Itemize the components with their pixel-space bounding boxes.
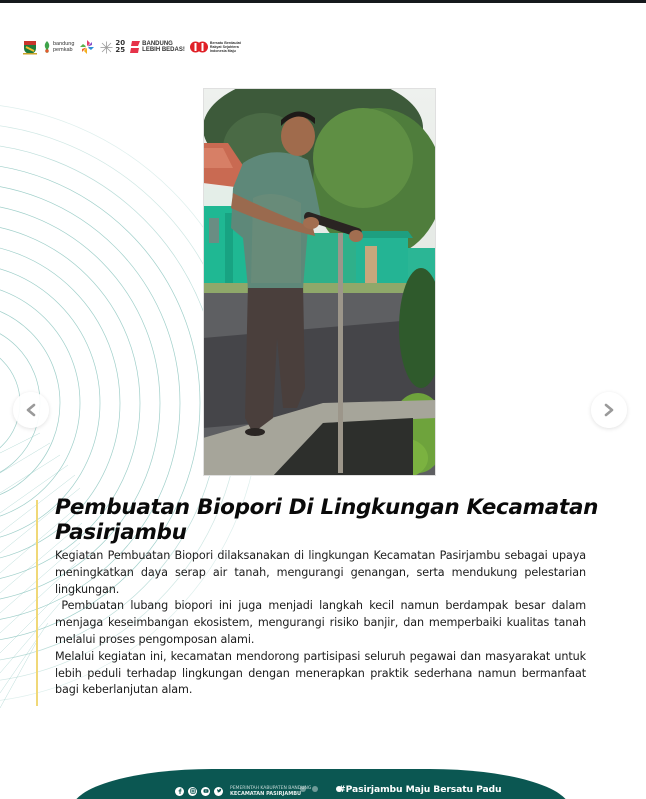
article-title: Pembuatan Biopori Di Lingkungan Kecamatan Pasirjambu	[55, 495, 599, 545]
youtube-icon[interactable]	[201, 787, 210, 796]
activity-photo	[203, 88, 436, 476]
article-paragraph: Pembuatan lubang biopori ini juga menjadi langkah kecil namun berdampak besar dalam menjaga keseimbangan ekosistem, mengurangi risiko banjir, dan memperbaiki kualitas tanah melalui proses pengomposan alami.	[55, 599, 586, 646]
merah-putih-icon	[190, 40, 208, 54]
logo-2025: 20 25	[100, 38, 125, 56]
instagram-icon[interactable]	[188, 787, 197, 796]
bandung-pemkab-logo: bandung pemkab	[43, 38, 74, 56]
kabupaten-bandung-crest-logo	[22, 38, 38, 56]
twitter-icon[interactable]	[214, 787, 223, 796]
festival-logo	[79, 38, 95, 56]
carousel-slide	[0, 3, 646, 799]
next-slide-button[interactable]	[591, 392, 627, 428]
bandung-lebih-bedas-logo: BANDUNG LEBIH BEDAS!	[130, 38, 185, 56]
partner-logos	[22, 37, 241, 57]
bersatu-berdaulat-logo: Bersatu Berdaulat Rakyat Sejahtera Indonesia Maju	[190, 38, 241, 56]
article-body	[55, 548, 586, 699]
footer-organization: PEMERINTAH KABUPATEN BANDUNG KECAMATAN PASIRJAMBU	[230, 785, 312, 797]
footer-hashtag: #Pasirjambu Maju Bersatu Padu	[338, 784, 502, 795]
crest-icon	[22, 39, 38, 55]
pinwheel-icon	[79, 39, 95, 55]
previous-slide-button[interactable]	[13, 392, 49, 428]
carousel-pagination	[300, 786, 342, 792]
article-paragraph: Kegiatan Pembuatan Biopori dilaksanakan di lingkungan Kecamatan Pasirjambu sebagai upaya meningkatkan daya serap air tanah, mengurangi genangan, serta mendukung pelestarian lingkungan.	[55, 549, 586, 596]
carousel-dot[interactable]	[300, 786, 306, 792]
article-paragraph: Melalui kegiatan ini, kecamatan mendorong partisipasi seluruh pegawai dan masyarakat untuk lebih peduli terhadap lingkungan dengan menerapkan praktik sederhana namun bermanfaat bagi keberlanjutan alam.	[55, 649, 586, 697]
facebook-icon[interactable]	[175, 787, 184, 796]
footer-content	[175, 781, 311, 799]
accent-divider	[36, 500, 38, 706]
leaf-icon	[43, 40, 51, 54]
chevron-left-icon	[25, 403, 37, 417]
bedas-mark-icon	[130, 40, 140, 54]
photo-illustration	[203, 88, 436, 476]
carousel-dot[interactable]	[312, 786, 318, 792]
chevron-right-icon	[603, 403, 615, 417]
starburst-icon	[100, 41, 113, 54]
